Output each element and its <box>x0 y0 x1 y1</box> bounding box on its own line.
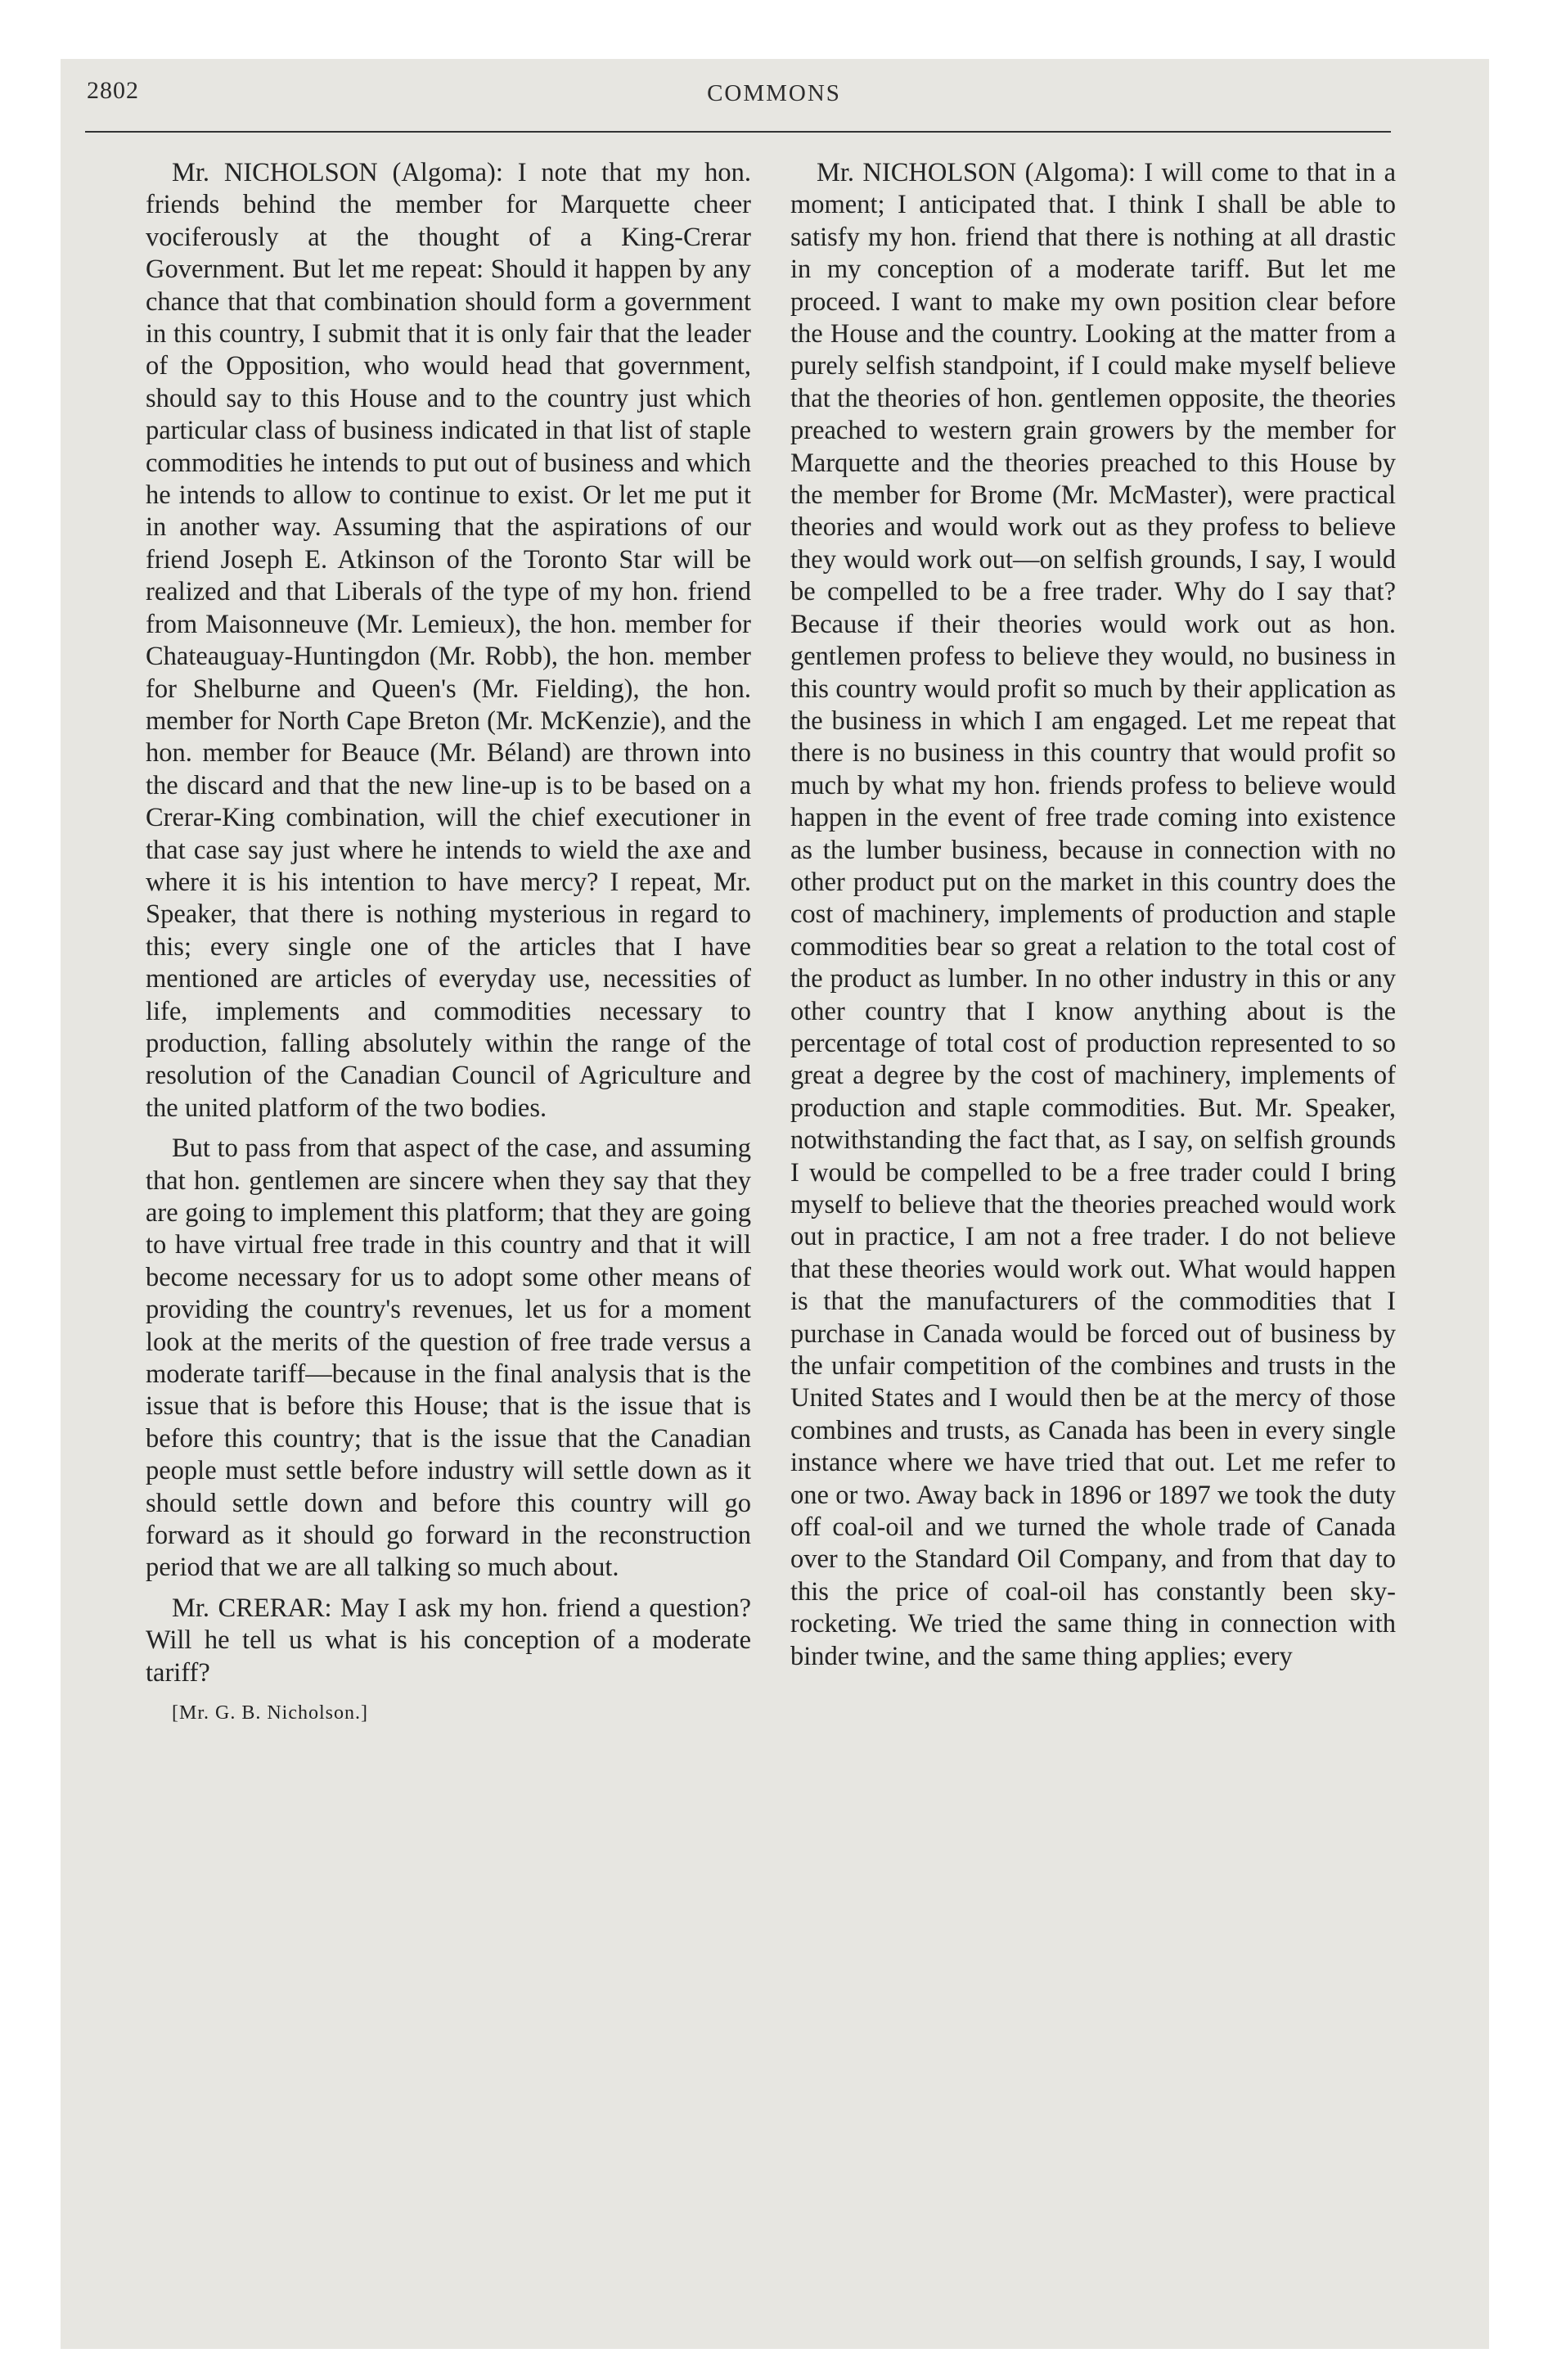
left-column <box>146 157 751 1738</box>
paragraph: Mr. NICHOLSON (Algoma): I will come to that in a moment; I anticipated that. I think I shall be able to satisfy my hon. friend that there is nothing at all drastic in my conception of a moderate tariff. But let me proceed. I want to make my own position clear before the House and the country. Looking at the matter from a purely selfish standpoint, if I could make myself believe that the theories of hon. gentlemen opposite, the theories preached to western grain growers by the member for Marquette and the theories preached to this House by the member for Brome (Mr. McMaster), were practical theories and would work out as they profess to believe they would work out—on selfish grounds, I say, I would be compelled to be a free trader. Why do I say that? Because if their theories would work out as hon. gentlemen profess to believe they would, no business in this country would profit so much by their application as the business in which I am engaged. Let me repeat that there is no business in this country that would profit so much by what my hon. friends profess to believe would happen in the event of free trade coming into existence as the lumber business, because in connection with no other product put on the market in this country does the cost of machinery, implements of production and staple commodities bear so great a relation to the total cost of the product as lumber. In no other industry in this or any other country that I know anything about is the percentage of total cost of production represented to so great a degree by the cost of machinery, implements of production and staple commodities. But. Mr. Speaker, notwithstanding the fact that, as I say, on selfish grounds I would be compelled to be a free trader could I bring myself to believe that the theories preached would work out in practice, I am not a free trader. I do not believe that these theories would work out. What would happen is that the manufacturers of the commodities that I purchase in Canada would be forced out of business by the unfair competition of the combines and trusts in the United States and I would then be at the mercy of those combines and trusts, as Canada has been in every single instance where we have tried that out. Let me refer to one or two. Away back in 1896 or 1897 we took the duty off coal-oil and we turned the whole trade of Canada over to the Standard Oil Company, and from that day to this the price of coal-oil has constantly been sky-rocketing. We tried the same thing in connection with binder twine, and the same thing applies; every <box>790 158 1396 1671</box>
paragraph: Mr. CRERAR: May I ask my hon. friend a question? Will he tell us what is his conception of a moderate tariff? <box>146 1593 751 1688</box>
header-rule <box>85 131 1391 133</box>
paragraph: Mr. NICHOLSON (Algoma): I note that my hon. friends behind the member for Marquette cheer vociferously at the thought of a King-Crerar Government. But let me repeat: Should it happen by any chance that that combination should form a government in this country, I submit that it is only fair that the leader of the Opposition, who would head that government, should say to this House and to the country just which particular class of business indicated in that list of staple commodities he intends to put out of business and which he intends to allow to continue to exist. Or let me put it in another way. Assuming that the aspirations of our friend Joseph E. Atkinson of the Toronto Star will be realized and that Liberals of the type of my hon. friend from Maisonneuve (Mr. Lemieux), the hon. member for Chateauguay-Huntingdon (Mr. Robb), the hon. member for Shelburne and Queen's (Mr. Fielding), the hon. member for North Cape Breton (Mr. McKenzie), and the hon. member for Beauce (Mr. Béland) are thrown into the discard and that the new line-up is to be based on a Crerar-King combination, will the chief executioner in that case say just where he intends to wield the axe and where it is his intention to have mercy? I repeat, Mr. Speaker, that there is nothing mysterious in regard to this; every single one of the articles that I have mentioned are articles of everyday use, necessities of life, implements and commodities necessary to production, falling absolutely within the range of the resolution of the Canadian Council of Agriculture and the united platform of the two bodies. <box>146 158 751 1123</box>
paragraph: But to pass from that aspect of the case, and assuming that hon. gentlemen are sincere when they say that they are going to implement this platform; that they are going to have virtual free trade in this country and that it will become necessary for us to adopt some other means of providing the country's revenues, let us for a moment look at the merits of the question of free trade versus a moderate tariff—because in the final analysis that is the issue that is before this House; that is the issue that is before this country; that is the issue that the Canadian people must settle before industry will settle down as it should settle down and before this country will go forward as it should go forward in the reconstruction period that we are all talking so much about. <box>146 1134 751 1583</box>
page-number: 2802 <box>87 77 139 104</box>
running-head: COMMONS <box>707 80 841 106</box>
speaker-attribution: [Mr. G. B. Nicholson.] <box>172 1702 368 1724</box>
right-column <box>790 157 1396 1681</box>
